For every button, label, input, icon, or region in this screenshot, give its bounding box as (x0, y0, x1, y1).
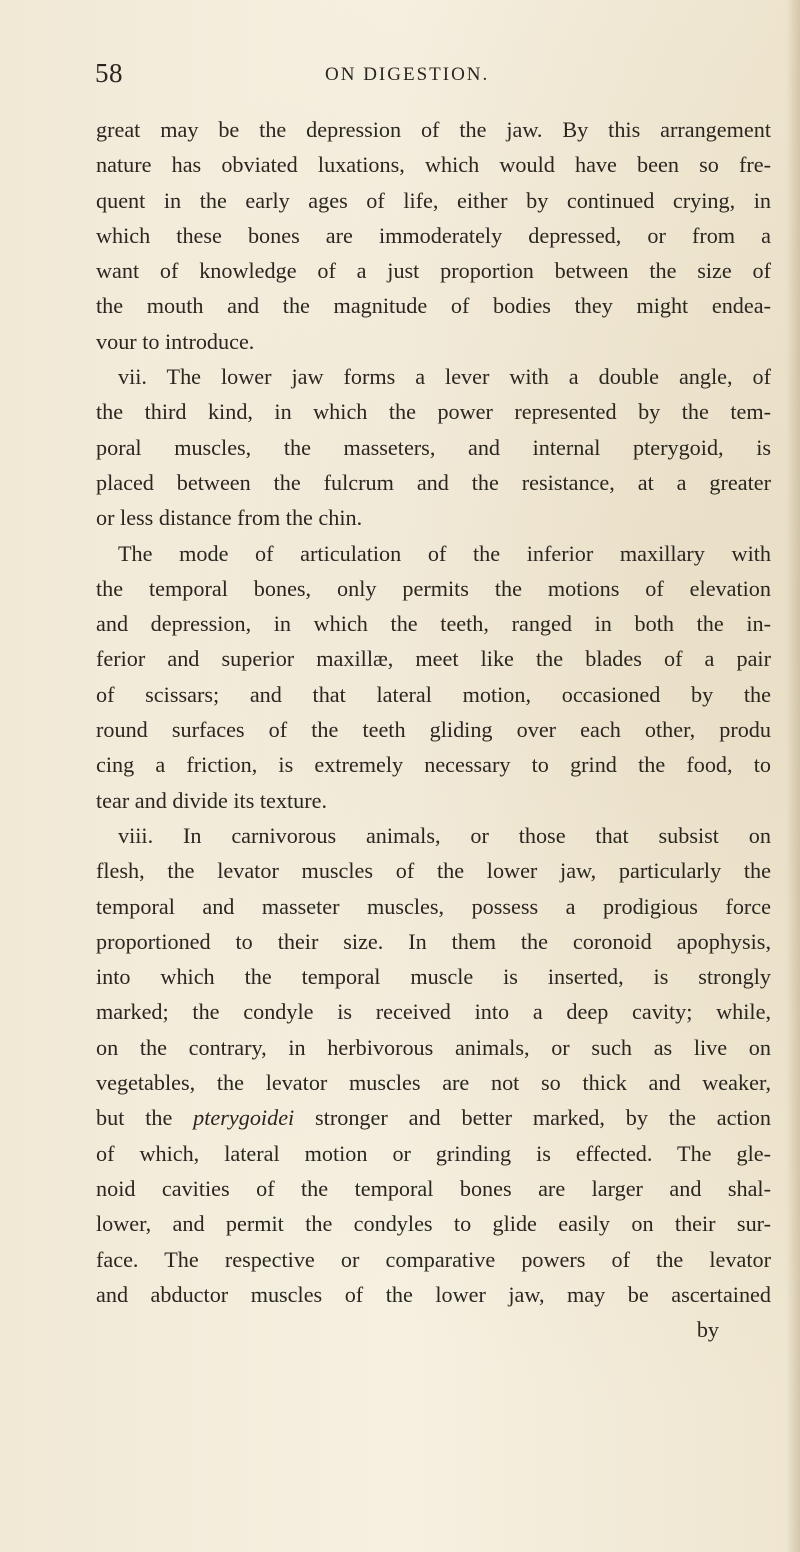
catchword: by (696, 1317, 719, 1343)
text-line: of which, lateral motion or grinding is effected. The gle- (96, 1140, 771, 1166)
text-line: vegetables, the levator muscles are not so thick and weaker, (96, 1070, 771, 1096)
text-line: the temporal bones, only permits the motions of elevation (96, 575, 771, 601)
body-text (96, 112, 771, 1347)
text-line: face. The respective or comparative powers of the levator (96, 1246, 771, 1272)
text-line: lower, and permit the condyles to glide easily on their sur- (96, 1211, 771, 1237)
text-line: and abductor muscles of the lower jaw, may be ascertained (96, 1281, 771, 1307)
text-fragment: but the (96, 1105, 194, 1131)
italic-term: pterygoidei (193, 1105, 295, 1131)
text-line: placed between the fulcrum and the resistance, at a greater (96, 469, 771, 495)
text-line: the third kind, in which the power represented by the tem- (96, 399, 771, 425)
text-line-italic (96, 1100, 771, 1135)
text-line: proportioned to their size. In them the coronoid apophysis, (96, 928, 771, 954)
page-number: 58 (95, 58, 123, 88)
section-viii-start: viii. In carnivorous animals, or those that subsist on (118, 822, 771, 848)
section-vii-start: vii. The lower jaw forms a lever with a double angle, of (118, 364, 771, 390)
running-head: ON DIGESTION. (325, 64, 490, 85)
text-line: want of knowledge of a just proportion between the size of (96, 258, 771, 284)
text-line: or less distance from the chin. (96, 505, 363, 531)
text-line: great may be the depression of the jaw. By this arrangement (96, 117, 771, 142)
text-line: marked; the condyle is received into a deep cavity; while, (96, 999, 771, 1025)
text-line: cing a friction, is extremely necessary to grind the food, to (96, 752, 771, 778)
text-line: ferior and superior maxillæ, meet like the blades of a pair (96, 646, 771, 672)
text-line: round surfaces of the teeth gliding over each other, produ (96, 717, 771, 743)
text-fragment: stronger and better marked, by the action (294, 1105, 771, 1131)
page-header (95, 58, 715, 98)
text-line: which these bones are immoderately depressed, or from a (96, 222, 771, 248)
text-line: poral muscles, the masseters, and internal pterygoid, is (96, 434, 771, 460)
text-line: noid cavities of the temporal bones are larger and shal- (96, 1175, 771, 1201)
text-line: vour to introduce. (96, 328, 255, 354)
text-line: of scissars; and that lateral motion, occasioned by the (96, 681, 771, 707)
text-line: tear and divide its texture. (96, 787, 328, 813)
text-line: temporal and masseter muscles, possess a prodigious force (96, 893, 771, 919)
text-line: and depression, in which the teeth, ranged in both the in- (96, 611, 771, 637)
text-line: on the contrary, in herbivorous animals, or such as live on (96, 1034, 771, 1060)
page-edge-shadow (786, 0, 800, 1552)
text-line: flesh, the levator muscles of the lower jaw, particularly the (96, 858, 771, 884)
text-line: the mouth and the magnitude of bodies they might endea- (96, 293, 771, 319)
text-line: nature has obviated luxations, which would have been so fre- (96, 152, 771, 178)
text-line: quent in the early ages of life, either by continued crying, in (96, 187, 771, 213)
text-line: into which the temporal muscle is inserted, is strongly (96, 964, 771, 990)
paragraph-start: The mode of articulation of the inferior maxillary with (118, 540, 771, 566)
